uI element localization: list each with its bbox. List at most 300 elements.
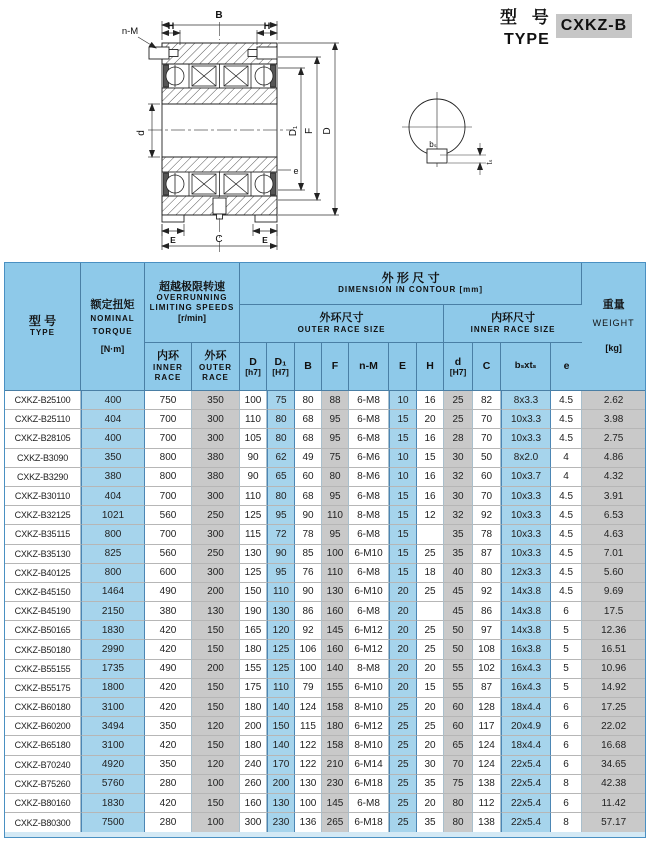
row-value: 15 <box>389 410 417 429</box>
row-value: 4.5 <box>551 506 582 525</box>
row-value: 117 <box>473 717 501 736</box>
row-value: 124 <box>473 756 501 775</box>
row-value: 180 <box>240 736 267 755</box>
row-value: 25 <box>444 410 473 429</box>
row-value: 1464 <box>81 583 145 602</box>
row-value: 30 <box>444 449 473 468</box>
col-F-symbol: F <box>331 360 339 373</box>
row-value: 10x3.3 <box>501 487 551 506</box>
row-value: 110 <box>322 506 349 525</box>
row-value: 240 <box>240 756 267 775</box>
row-value: 75 <box>444 775 473 794</box>
row-value: 50 <box>473 449 501 468</box>
row-value: 4 <box>551 449 582 468</box>
row-value: 125 <box>267 640 295 659</box>
title-labels <box>500 3 554 49</box>
row-value: 16 <box>417 468 444 487</box>
row-value: 30 <box>417 756 444 775</box>
row-value: 8-M8 <box>349 660 389 679</box>
col-d-symbol: d <box>454 355 462 368</box>
row-value: 120 <box>192 717 240 736</box>
row-value: 87 <box>473 679 501 698</box>
row-value: 800 <box>81 525 145 544</box>
row-value: 750 <box>145 391 192 410</box>
row-value: 110 <box>240 487 267 506</box>
row-value: 4.86 <box>582 449 645 468</box>
row-value: 18x4.4 <box>501 698 551 717</box>
row-value: 700 <box>145 410 192 429</box>
header-torque-en1: NOMINAL <box>90 313 135 323</box>
row-value: 92 <box>473 583 501 602</box>
row-value: 20x4.9 <box>501 717 551 736</box>
row-value: 75 <box>267 391 295 410</box>
row-value: 25 <box>417 621 444 640</box>
row-value: 560 <box>145 545 192 564</box>
header-torque-en2: TORQUE <box>92 326 133 336</box>
dim-label-H-right: H <box>263 21 271 31</box>
row-value: 100 <box>240 391 267 410</box>
row-value: 82 <box>473 391 501 410</box>
row-value: 15 <box>389 429 417 448</box>
row-value: 12 <box>417 506 444 525</box>
row-value: 35 <box>417 813 444 832</box>
row-value: 100 <box>295 660 322 679</box>
row-value: 90 <box>267 545 295 564</box>
row-value: 2150 <box>81 602 145 621</box>
row-value: 28 <box>444 429 473 448</box>
table-row <box>5 449 645 468</box>
row-value: 1021 <box>81 506 145 525</box>
row-value: 16x3.8 <box>501 640 551 659</box>
row-value: 16 <box>417 429 444 448</box>
row-type: CXKZ-B80300 <box>5 813 81 832</box>
row-value: 55 <box>444 679 473 698</box>
row-value: 35 <box>444 525 473 544</box>
row-value: 9.69 <box>582 583 645 602</box>
dim-label-d: d <box>136 130 147 136</box>
row-value: 150 <box>192 794 240 813</box>
row-value: 42.38 <box>582 775 645 794</box>
row-value: 22.02 <box>582 717 645 736</box>
row-value: 12.36 <box>582 621 645 640</box>
row-value: 7500 <box>81 813 145 832</box>
row-value: 100 <box>192 813 240 832</box>
row-type: CXKZ-B55155 <box>5 660 81 679</box>
row-value: 16.51 <box>582 640 645 659</box>
row-type: CXKZ-B65180 <box>5 736 81 755</box>
keyway-label-t: tₛ <box>485 159 494 165</box>
row-value: 8-M6 <box>349 468 389 487</box>
row-value: 250 <box>192 545 240 564</box>
row-value: 800 <box>145 449 192 468</box>
row-value: 95 <box>322 525 349 544</box>
header-col-H <box>417 343 444 391</box>
row-value: 10x3.3 <box>501 506 551 525</box>
row-value: 160 <box>322 602 349 621</box>
row-value: 300 <box>192 429 240 448</box>
row-value: 12x3.3 <box>501 564 551 583</box>
row-type: CXKZ-B55175 <box>5 679 81 698</box>
row-value: 250 <box>192 506 240 525</box>
row-value <box>417 525 444 544</box>
header-dim-en: DIMENSION IN CONTOUR [mm] <box>338 285 483 295</box>
header-dim-cn: 外 形 尺 寸 <box>381 270 440 285</box>
row-value: 130 <box>240 545 267 564</box>
header-col-E <box>389 343 417 391</box>
row-value: 1830 <box>81 621 145 640</box>
header-torque-unit: [N·m] <box>100 343 125 354</box>
row-value: 85 <box>295 545 322 564</box>
row-value: 78 <box>473 525 501 544</box>
row-value: 4.5 <box>551 545 582 564</box>
row-value: 3100 <box>81 698 145 717</box>
row-value: 4.5 <box>551 429 582 448</box>
row-value: 8 <box>551 775 582 794</box>
row-value: 15 <box>389 506 417 525</box>
row-value: 6-M8 <box>349 794 389 813</box>
col-nM-symbol: n-M <box>359 360 378 373</box>
table-row <box>5 679 645 698</box>
row-value: 300 <box>240 813 267 832</box>
header-inner-size-en: INNER RACE SIZE <box>470 324 556 334</box>
row-value: 124 <box>473 736 501 755</box>
row-type: CXKZ-B45190 <box>5 602 81 621</box>
table-row <box>5 545 645 564</box>
row-value: 8 <box>551 813 582 832</box>
row-value: 420 <box>145 640 192 659</box>
table-header <box>5 263 645 391</box>
row-value: 25 <box>389 813 417 832</box>
header-inner-cn: 内环 <box>157 350 179 363</box>
row-value: 45 <box>444 602 473 621</box>
row-value: 6 <box>551 736 582 755</box>
row-value: 50 <box>444 640 473 659</box>
header-inner-en1: INNER <box>153 362 183 372</box>
row-value: 380 <box>192 468 240 487</box>
row-type: CXKZ-B60200 <box>5 717 81 736</box>
row-value: 25 <box>389 736 417 755</box>
header-inner-en2: RACE <box>154 372 182 382</box>
keyway-detail-diagram <box>402 92 494 175</box>
row-value: 160 <box>240 794 267 813</box>
row-value: 65 <box>267 468 295 487</box>
row-value: 138 <box>473 813 501 832</box>
row-value: 180 <box>322 717 349 736</box>
row-value: 265 <box>322 813 349 832</box>
row-type: CXKZ-B75260 <box>5 775 81 794</box>
row-value: 95 <box>322 487 349 506</box>
row-value: 125 <box>240 506 267 525</box>
row-value: 280 <box>145 775 192 794</box>
row-value: 4.63 <box>582 525 645 544</box>
row-value: 2.62 <box>582 391 645 410</box>
row-value: 110 <box>267 583 295 602</box>
row-value: 5 <box>551 679 582 698</box>
row-value: 1800 <box>81 679 145 698</box>
row-value: 10x3.3 <box>501 429 551 448</box>
spec-table-frame <box>4 262 646 838</box>
row-value: 6-M18 <box>349 775 389 794</box>
row-value: 68 <box>295 410 322 429</box>
row-value: 200 <box>192 583 240 602</box>
header-speed-cn: 超越极限转速 <box>159 281 225 294</box>
row-value: 17.5 <box>582 602 645 621</box>
row-value: 160 <box>322 640 349 659</box>
col-d-tolerance: [H7] <box>449 366 467 377</box>
row-value: 158 <box>322 736 349 755</box>
row-value: 15 <box>389 545 417 564</box>
row-value: 75 <box>322 449 349 468</box>
row-type: CXKZ-B80160 <box>5 794 81 813</box>
row-value: 20 <box>389 583 417 602</box>
row-value: 8-M10 <box>349 698 389 717</box>
table-row <box>5 736 645 755</box>
row-value: 115 <box>240 525 267 544</box>
row-value: 16 <box>417 487 444 506</box>
row-value: 10x3.3 <box>501 410 551 429</box>
row-value: 92 <box>473 506 501 525</box>
row-value: 3.98 <box>582 410 645 429</box>
page-title-cn: 型 号 <box>500 8 554 27</box>
table-row <box>5 506 645 525</box>
table-row <box>5 410 645 429</box>
header-outer-race-speed <box>192 343 240 391</box>
row-value: 420 <box>145 794 192 813</box>
table-row <box>5 775 645 794</box>
row-value: 120 <box>192 756 240 775</box>
row-value: 20 <box>417 736 444 755</box>
row-value: 125 <box>267 660 295 679</box>
row-value: 130 <box>295 775 322 794</box>
row-value: 6-M6 <box>349 449 389 468</box>
row-value: 155 <box>322 679 349 698</box>
row-value: 130 <box>192 602 240 621</box>
spec-table <box>5 263 645 832</box>
row-value: 4.5 <box>551 487 582 506</box>
row-value: 350 <box>81 449 145 468</box>
row-value: 25 <box>417 545 444 564</box>
row-value: 16.68 <box>582 736 645 755</box>
row-value: 92 <box>295 621 322 640</box>
header-speed-en1: OVERRUNNING <box>156 293 228 303</box>
row-value: 20 <box>389 621 417 640</box>
row-value: 6 <box>551 602 582 621</box>
row-value: 20 <box>417 794 444 813</box>
row-value: 15 <box>417 449 444 468</box>
row-value: 10x3.3 <box>501 525 551 544</box>
row-type: CXKZ-B28105 <box>5 429 81 448</box>
row-value: 14x3.8 <box>501 583 551 602</box>
row-value: 95 <box>322 429 349 448</box>
row-value: 420 <box>145 698 192 717</box>
row-type: CXKZ-B60180 <box>5 698 81 717</box>
row-value: 90 <box>295 583 322 602</box>
row-value: 210 <box>322 756 349 775</box>
row-value: 145 <box>322 794 349 813</box>
row-value: 130 <box>267 794 295 813</box>
row-value: 700 <box>145 525 192 544</box>
row-value: 68 <box>295 429 322 448</box>
row-value: 6-M10 <box>349 583 389 602</box>
row-value: 8x3.3 <box>501 391 551 410</box>
row-value: 175 <box>240 679 267 698</box>
row-value: 62 <box>267 449 295 468</box>
row-value: 15 <box>389 525 417 544</box>
row-value: 11.42 <box>582 794 645 813</box>
row-value: 65 <box>444 736 473 755</box>
row-value: 80 <box>444 813 473 832</box>
table-row <box>5 583 645 602</box>
row-value: 300 <box>192 487 240 506</box>
col-B-symbol: B <box>304 360 312 373</box>
row-value: 200 <box>267 775 295 794</box>
row-value: 25 <box>417 583 444 602</box>
row-value: 17.25 <box>582 698 645 717</box>
row-value: 34.65 <box>582 756 645 775</box>
dim-label-H-left: H <box>167 21 175 31</box>
row-value: 100 <box>295 794 322 813</box>
row-value: 6 <box>551 794 582 813</box>
row-value: 25 <box>417 717 444 736</box>
row-value: 20 <box>417 698 444 717</box>
row-value: 138 <box>473 775 501 794</box>
row-value: 68 <box>295 487 322 506</box>
row-value: 6-M8 <box>349 564 389 583</box>
row-value: 6-M8 <box>349 487 389 506</box>
row-value: 15 <box>417 679 444 698</box>
row-value: 6 <box>551 717 582 736</box>
header-col-C <box>473 343 501 391</box>
row-value: 10x3.3 <box>501 545 551 564</box>
row-value: 60 <box>444 698 473 717</box>
row-value: 32 <box>444 468 473 487</box>
dim-label-e: e <box>293 166 299 176</box>
row-value: 180 <box>240 698 267 717</box>
row-value: 6-M10 <box>349 545 389 564</box>
row-value: 4.5 <box>551 410 582 429</box>
row-value: 6-M18 <box>349 813 389 832</box>
row-value: 20 <box>389 602 417 621</box>
header-overrunning-speeds <box>145 263 240 343</box>
table-row <box>5 756 645 775</box>
row-value: 35 <box>417 775 444 794</box>
header-col-bxt <box>501 343 551 391</box>
row-value: 350 <box>145 756 192 775</box>
col-D-symbol: D <box>249 355 257 368</box>
row-value: 1735 <box>81 660 145 679</box>
row-value: 6-M12 <box>349 640 389 659</box>
dim-label-B: B <box>215 10 223 21</box>
row-type: CXKZ-B30110 <box>5 487 81 506</box>
row-value: 90 <box>240 468 267 487</box>
title-block <box>500 3 648 49</box>
row-value: 800 <box>145 468 192 487</box>
dim-label-E-left: E <box>170 235 176 245</box>
row-type: CXKZ-B25110 <box>5 410 81 429</box>
header-type <box>5 263 81 391</box>
row-value: 5.60 <box>582 564 645 583</box>
row-value: 16 <box>417 391 444 410</box>
header-col-F <box>322 343 349 391</box>
row-value: 86 <box>473 602 501 621</box>
row-value: 136 <box>295 813 322 832</box>
header-weight-en: WEIGHT <box>592 318 635 329</box>
row-value: 5 <box>551 660 582 679</box>
row-value: 825 <box>81 545 145 564</box>
row-value: 57.17 <box>582 813 645 832</box>
row-value: 5760 <box>81 775 145 794</box>
row-value: 4.5 <box>551 583 582 602</box>
row-value: 800 <box>81 564 145 583</box>
row-value <box>417 602 444 621</box>
row-value: 150 <box>267 717 295 736</box>
row-value: 55 <box>444 660 473 679</box>
row-value: 122 <box>295 736 322 755</box>
header-col-D1 <box>267 343 295 391</box>
row-value: 3100 <box>81 736 145 755</box>
row-value: 50 <box>444 621 473 640</box>
row-value: 16x4.3 <box>501 660 551 679</box>
header-type-cn: 型 号 <box>28 313 57 328</box>
table-row <box>5 468 645 487</box>
row-value: 158 <box>322 698 349 717</box>
row-value: 22x5.4 <box>501 756 551 775</box>
row-type: CXKZ-B50165 <box>5 621 81 640</box>
row-value: 1830 <box>81 794 145 813</box>
row-value: 14x3.8 <box>501 602 551 621</box>
table-row <box>5 429 645 448</box>
table-row <box>5 813 645 832</box>
table-row <box>5 525 645 544</box>
row-value: 40 <box>444 564 473 583</box>
row-value: 380 <box>192 449 240 468</box>
header-weight-unit: [kg] <box>605 343 622 354</box>
table-row <box>5 621 645 640</box>
row-value: 700 <box>145 487 192 506</box>
row-value: 165 <box>240 621 267 640</box>
row-type: CXKZ-B35130 <box>5 545 81 564</box>
row-value: 400 <box>81 429 145 448</box>
row-type: CXKZ-B25100 <box>5 391 81 410</box>
row-value: 4.5 <box>551 564 582 583</box>
row-value: 88 <box>322 391 349 410</box>
row-value: 130 <box>267 602 295 621</box>
row-value: 80 <box>295 391 322 410</box>
row-value: 5 <box>551 621 582 640</box>
dim-label-D: D <box>322 127 333 135</box>
row-value: 6-M12 <box>349 717 389 736</box>
header-dimension-contour <box>240 263 582 305</box>
table-body <box>5 391 645 832</box>
header-speed-unit: [r/min] <box>178 313 206 324</box>
col-C-symbol: C <box>482 360 491 373</box>
row-value: 25 <box>389 717 417 736</box>
row-value: 120 <box>267 621 295 640</box>
header-col-e <box>551 343 582 391</box>
row-value: 4920 <box>81 756 145 775</box>
row-value: 8-M8 <box>349 506 389 525</box>
row-value: 128 <box>473 698 501 717</box>
row-value: 20 <box>389 640 417 659</box>
row-value: 4.5 <box>551 525 582 544</box>
row-value: 115 <box>295 717 322 736</box>
row-value: 8x2.0 <box>501 449 551 468</box>
row-value: 420 <box>145 621 192 640</box>
row-value: 110 <box>240 410 267 429</box>
header-col-nM <box>349 343 389 391</box>
row-value: 6-M12 <box>349 621 389 640</box>
row-value: 22x5.4 <box>501 794 551 813</box>
